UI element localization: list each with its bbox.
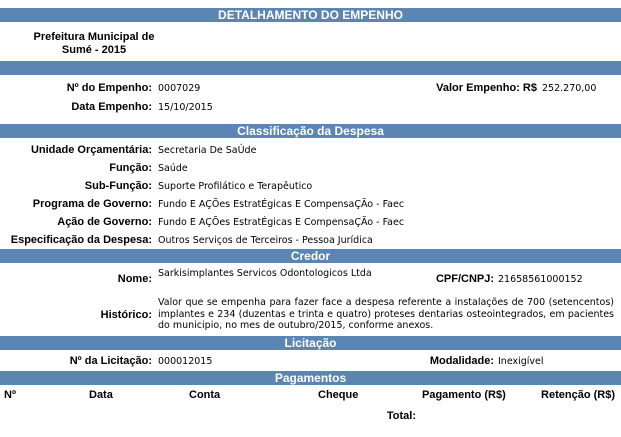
licitacao-numero-value: 000012015	[158, 356, 213, 367]
col-retencao: Retenção (R$)	[541, 389, 615, 401]
separator-bar	[0, 61, 621, 75]
acao-value: Fundo E AÇÕes EstratÉgicas E CompensaÇÃo - Faec	[158, 217, 405, 228]
col-data: Data	[89, 389, 113, 401]
cpf-cnpj-label: CPF/CNPJ:	[435, 273, 494, 285]
licitacao-header: Licitação	[0, 336, 621, 350]
col-conta: Conta	[189, 389, 221, 401]
subfuncao-label: Sub-Função:	[84, 180, 152, 192]
empenho-data-label: Data Empenho:	[71, 101, 152, 113]
credor-header: Credor	[0, 249, 621, 263]
total-label: Total:	[386, 410, 416, 422]
unidade-label: Unidade Orçamentária:	[30, 144, 152, 156]
credor-nome-value: Sarkisimplantes Servicos Odontologicos Ltda	[158, 268, 372, 279]
empenho-numero-label: Nº do Empenho:	[66, 82, 152, 94]
col-cheque: Cheque	[318, 389, 359, 401]
programa-label: Programa de Governo:	[32, 198, 152, 210]
col-numero: Nº	[4, 389, 16, 401]
cpf-cnpj-value: 21658561000152	[498, 274, 583, 285]
modalidade-label: Modalidade:	[429, 355, 494, 367]
classificacao-header: Classificação da Despesa	[0, 124, 621, 138]
historico-value: Valor que se empenha para fazer face a despesa referente a instalações de 700 (setencentos) implantes e 234 (duzentas e trinta e quatro) proteses dentarias osteointegrados, em pacientes do municipio, no mes de outubro/2015, conforme anexos.	[158, 297, 614, 331]
modalidade-value: Inexigível	[498, 356, 544, 367]
subfuncao-value: Suporte Profilático e Terapêutico	[158, 181, 313, 192]
col-pagamento: Pagamento (R$)	[422, 389, 506, 401]
empenho-valor-label: Valor Empenho: R$	[436, 82, 537, 94]
funcao-value: Saúde	[158, 163, 188, 174]
historico-label: Histórico:	[100, 309, 152, 321]
pagamentos-header: Pagamentos	[0, 371, 621, 385]
page-title: DETALHAMENTO DO EMPENHO	[0, 8, 621, 22]
funcao-label: Função:	[109, 162, 152, 174]
programa-value: Fundo E AÇÕes EstratÉgicas E CompensaÇÃo - Faec	[158, 199, 405, 210]
empenho-data-value: 15/10/2015	[158, 102, 213, 113]
empenho-valor-value: 252.270,00	[542, 83, 597, 94]
credor-nome-label: Nome:	[117, 273, 152, 285]
especificacao-label: Especificação da Despesa:	[10, 234, 152, 246]
acao-label: Ação de Governo:	[57, 216, 152, 228]
unidade-value: Secretaria De SaÚde	[158, 145, 257, 156]
licitacao-numero-label: Nº da Licitação:	[69, 355, 152, 367]
municipio-name: Prefeitura Municipal de Sumé - 2015	[33, 31, 155, 56]
empenho-numero-value: 0007029	[158, 83, 201, 94]
especificacao-value: Outros Serviços de Terceiros - Pessoa Jurídica	[158, 235, 373, 246]
